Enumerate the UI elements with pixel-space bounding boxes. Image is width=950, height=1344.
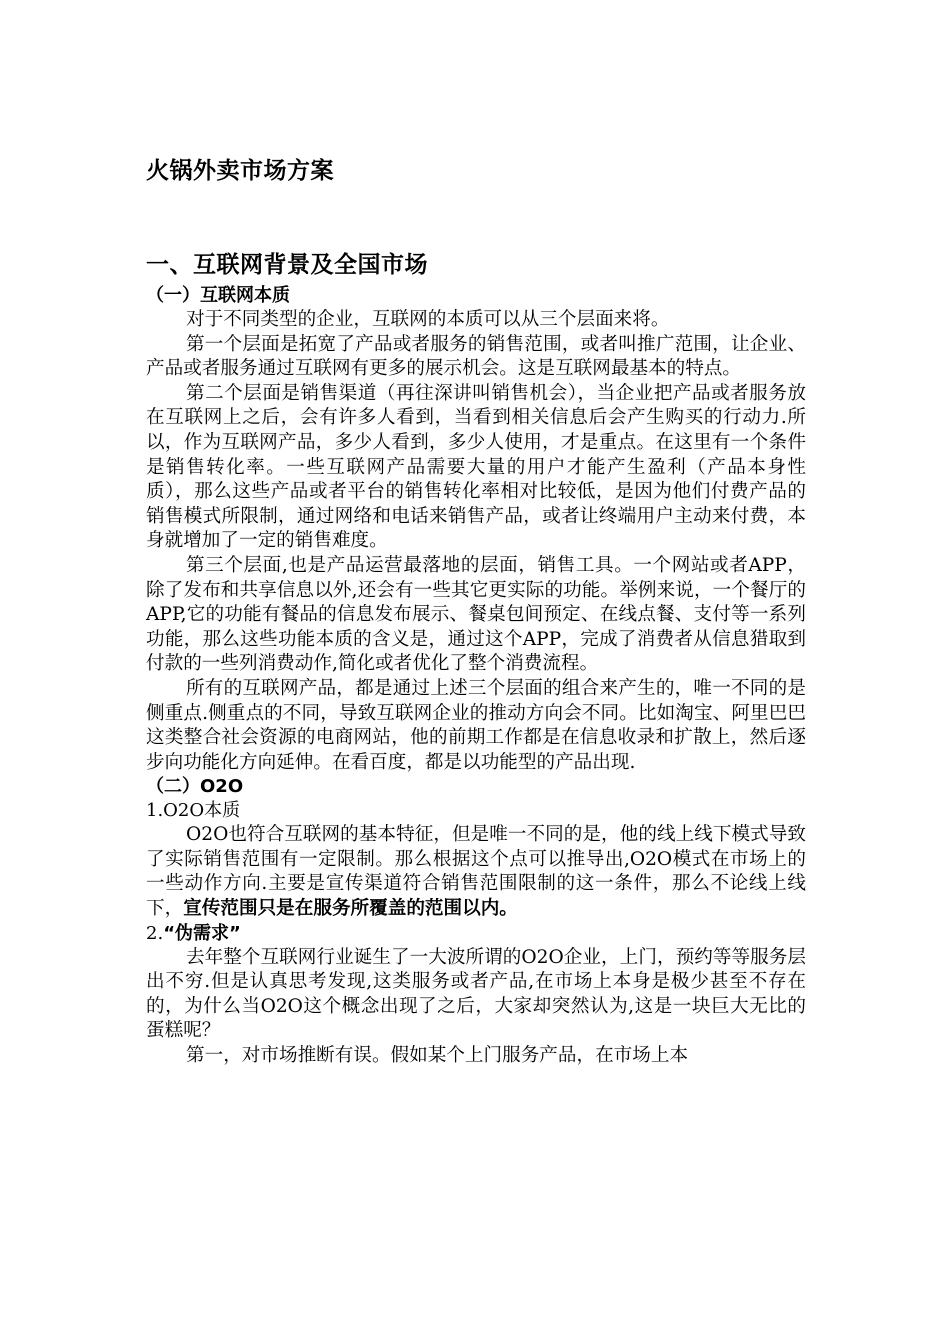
subsection-heading: （一）互联网本质	[146, 285, 290, 306]
paragraph-text: O2O也符合互联网的基本特征，但是唯一不同的是，他的线上线下模式导致了实际销售范围有一定限制。那么根据这个点可以推导出,O2O模式在市场上的一些动作方向.主要是宣传渠道符合销售范围限制的这一条件，那么不论线上线下，	[146, 824, 806, 920]
paragraph: 第一个层面是拓宽了产品或者服务的销售范围，或者叫推广范围，让企业、产品或者服务通过互联网有更多的展示机会。这是互联网最基本的特点。	[146, 333, 806, 380]
item-heading	[146, 922, 806, 946]
paragraph	[146, 823, 806, 921]
paragraph: 第一，对市场推断有误。假如某个上门服务产品，在市场上本	[186, 1045, 689, 1067]
subsection-heading: （二）O2O	[146, 776, 244, 798]
item-number: 2.	[146, 922, 164, 944]
paragraph: 所有的互联网产品，都是通过上述三个层面的组合来产生的，唯一不同的是侧重点.侧重点的不同，导致互联网企业的推动方向会不同。比如淘宝、阿里巴巴这类整合社会资源的电商网站，他的前期工作都是在信息收录和扩散上，然后逐步向功能化方向延伸。在看百度，都是以功能型的产品出现.	[146, 677, 806, 773]
item-heading: 1.O2O本质	[146, 800, 241, 822]
section-heading: 一、互联网背景及全国市场	[146, 252, 428, 278]
paragraph: 去年整个互联网行业诞生了一大波所谓的O2O企业，上门，预约等等服务层出不穷.但是认真思考发现,这类服务或者产品,在市场上本身是极少甚至不存在的，为什么当O2O这个概念出现了之后，大家却突然认为,这是一块巨大无比的蛋糕呢？	[146, 946, 806, 1042]
paragraph: 第二个层面是销售渠道（再往深讲叫销售机会），当企业把产品或者服务放在互联网上之后，会有许多人看到，当看到相关信息后会产生购买的行动力.所以，作为互联网产品，多少人看到，多少人使用，才是重点。在这里有一个条件是销售转化率。一些互联网产品需要大量的用户才能产生盈利（产品本身性质），那么这些产品或者平台的销售转化率相对比较低，是因为他们付费产品的销售模式所限制，通过网络和电话来销售产品，或者让终端用户主动来付费，本身就增加了一定的销售难度。	[146, 382, 806, 552]
paragraph: 第三个层面,也是产品运营最落地的层面，销售工具。一个网站或者APP，除了发布和共享信息以外,还会有一些其它更实际的功能。举例来说，一个餐厅的APP,它的功能有餐品的信息发布展示、餐桌包间预定、在线点餐、支付等一系列功能，那么这些功能本质的含义是，通过这个APP，完成了消费者从信息猎取到付款的一些列消费动作,简化或者优化了整个消费流程。	[146, 554, 806, 675]
item-heading-label: “伪需求”	[163, 922, 241, 944]
document-title: 火锅外卖市场方案	[146, 158, 334, 184]
paragraph: 对于不同类型的企业，互联网的本质可以从三个层面来将。	[186, 309, 670, 330]
document-content	[146, 150, 806, 1069]
emphasized-text: 宣传范围只是在服务所覆盖的范围以内。	[183, 898, 518, 920]
